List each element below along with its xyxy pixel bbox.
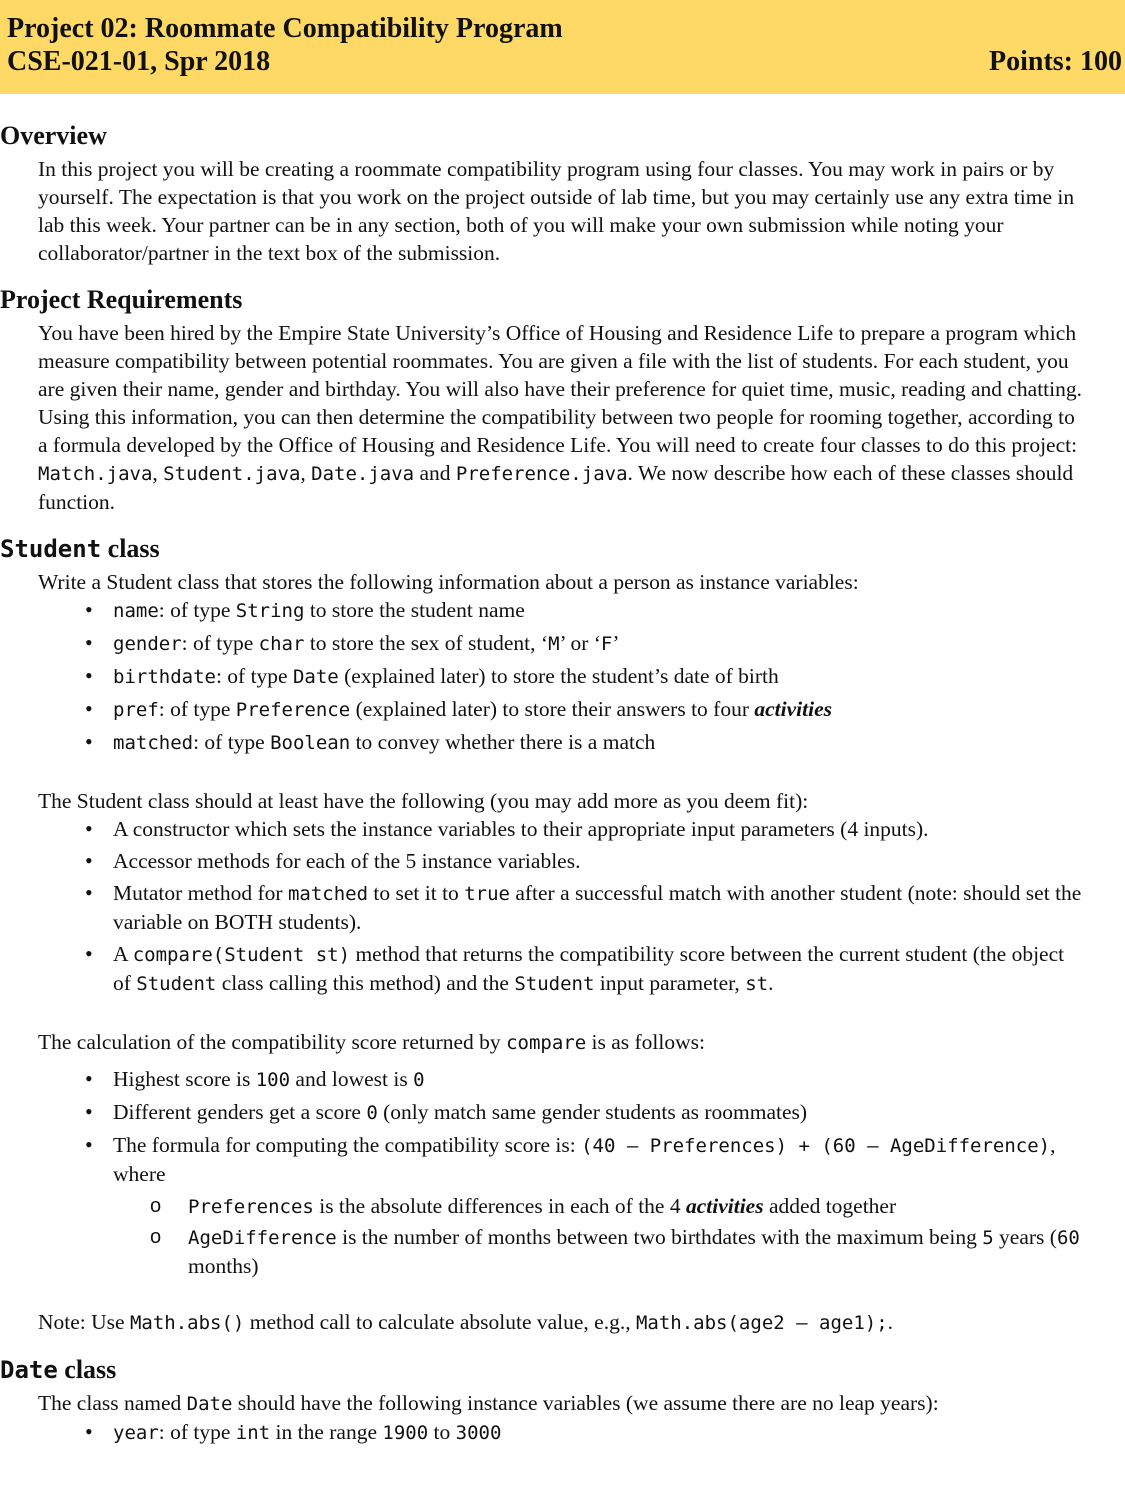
date-variables-list xyxy=(0,1418,1125,1447)
student-variables-list xyxy=(0,596,1125,757)
list-item: o Preferences is the absolute differences in each of the 4 activities added together xyxy=(188,1192,1085,1221)
overview-text: In this project you will be creating a roommate compatibility program using four classes. You may work in pairs or by yourself. The expectation is that you work on the project outside of lab time, but you may certainly use any extra time in lab this week. Your partner can be in any section, both of you will make your own submission while noting your collaborator/partner in the text box of the submission. xyxy=(38,157,1075,265)
formula-terms-list xyxy=(0,1192,1125,1280)
date-intro: The class named Date should have the following instance variables (we assume there are no leap years): xyxy=(38,1391,939,1415)
student-class-heading: Student class xyxy=(0,534,160,563)
requirements-heading: Project Requirements xyxy=(0,285,243,314)
list-item: • Mutator method for matched to set it to true after a successful match with another student (note: should set the variable on BOTH students). xyxy=(113,879,1085,936)
list-item: • birthdate: of type Date (explained later) to store the student’s date of birth xyxy=(113,662,1085,691)
list-item: • Highest score is 100 and lowest is 0 xyxy=(113,1065,1085,1094)
list-item: • pref: of type Preference (explained later) to store their answers to four activities xyxy=(113,695,1085,724)
list-item: • matched: of type Boolean to convey whether there is a match xyxy=(113,728,1085,757)
student-methods-list xyxy=(0,815,1125,998)
list-item: o AgeDifference is the number of months between two birthdates with the maximum being 5 years (60 months) xyxy=(188,1223,1085,1280)
list-item: • A compare(Student st) method that returns the compatibility score between the current student (the object of Student class calling this method) and the Student input parameter, st. xyxy=(113,940,1085,998)
project-title: Project 02: Roommate Compatibility Program xyxy=(7,13,563,44)
student-class-section xyxy=(0,530,1125,1337)
list-item: • Different genders get a score 0 (only match same gender students as roommates) xyxy=(113,1098,1085,1127)
student-intro: Write a Student class that stores the following information about a person as instance variables: xyxy=(38,570,859,594)
list-item: • gender: of type char to store the sex of student, ‘M’ or ‘F’ xyxy=(113,629,1085,658)
overview-section xyxy=(0,117,1125,267)
list-item: • A constructor which sets the instance variables to their appropriate input parameters (4 inputs). xyxy=(113,815,1085,843)
date-class-heading: Date class xyxy=(0,1355,117,1384)
math-abs-note: Note: Use Math.abs() method call to calculate absolute value, e.g., Math.abs(age2 – age1);. xyxy=(38,1310,894,1334)
score-calc-intro: The calculation of the compatibility score returned by compare is as follows: xyxy=(38,1030,705,1054)
score-rules-list xyxy=(0,1065,1125,1188)
requirements-text: You have been hired by the Empire State University’s Office of Housing and Residence Life to prepare a program which measure compatibility between potential roommates. You are given a file with the list of students. For each student, you are given their name, gender and birthday. You will also have their preference for quiet time, music, reading and chatting. Using this information, you can then determine the compatibility between two people for rooming together, according to a formula developed by the Office of Housing and Residence Life. You will need to create four classes to do this project: Match.java, Student.java, Date.java and Preference.java. We now describe how each of these classes should function. xyxy=(38,321,1082,514)
list-item: • Accessor methods for each of the 5 instance variables. xyxy=(113,847,1085,875)
document-header xyxy=(0,0,1125,94)
document-body xyxy=(0,117,1125,1461)
list-item: • year: of type int in the range 1900 to 3000 xyxy=(113,1418,1085,1447)
date-class-section xyxy=(0,1351,1125,1447)
list-item: • The formula for computing the compatibility score is: (40 – Preferences) + (60 – AgeDifference), where xyxy=(113,1131,1085,1188)
student-methods-intro: The Student class should at least have the following (you may add more as you deem fit): xyxy=(38,789,809,813)
requirements-section xyxy=(0,281,1125,516)
course-info: CSE-021-01, Spr 2018 xyxy=(7,46,271,77)
points-label: Points: 100 xyxy=(989,46,1122,77)
overview-heading: Overview xyxy=(0,121,107,150)
list-item: • name: of type String to store the student name xyxy=(113,596,1085,625)
